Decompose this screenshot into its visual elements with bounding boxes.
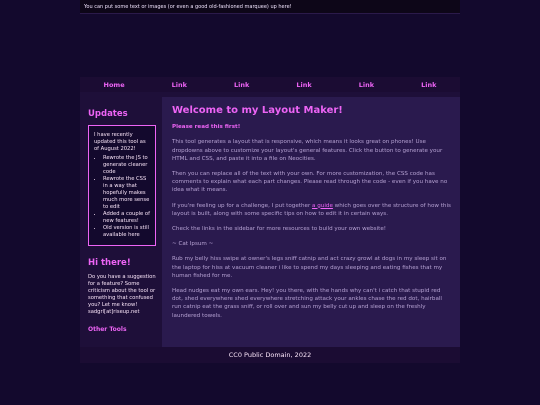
updates-intro: I have recently updated this tool as of August 2022! bbox=[94, 132, 146, 152]
banner-text: You can put some text or images (or even a good old-fashioned marquee) up here! bbox=[84, 4, 292, 10]
nav-link[interactable]: Link bbox=[421, 80, 437, 89]
hi-text: Do you have a suggestion for a feature? Some criticism about the tool or something that confused you? Let me know! sadgrl[at]riseup.net bbox=[88, 274, 156, 315]
updates-item: • Rewrote the CSS in a way that hopefully makes much more sense to edit bbox=[103, 176, 150, 211]
navbar bbox=[80, 77, 460, 92]
paragraph-text: which goes over the structure of how this layout is built, along with some specific tips on how to edit it in certain ways. bbox=[172, 202, 451, 217]
updates-item: • Added a couple of new features! bbox=[103, 211, 150, 225]
page-title: Welcome to my Layout Maker! bbox=[172, 105, 343, 116]
paragraph: Then you can replace all of the text with your own. For more customization, the CSS code has comments to explain what each part changes. Please read through the code - even if you have no idea what it means. bbox=[172, 171, 448, 194]
paragraph: Check the links in the sidebar for more resources to build your own website! bbox=[172, 226, 387, 233]
updates-list bbox=[94, 155, 150, 239]
paragraph: ~ Cat Ipsum ~ bbox=[172, 241, 214, 248]
nav-link[interactable]: Link bbox=[234, 80, 250, 89]
layout-container bbox=[80, 77, 460, 363]
other-tools-link[interactable]: Other Tools bbox=[88, 326, 127, 333]
updates-item: • Old version is still available here bbox=[103, 225, 150, 239]
header-banner bbox=[80, 0, 460, 14]
updates-box bbox=[88, 125, 156, 246]
nav-link[interactable]: Link bbox=[296, 80, 312, 89]
paragraph-text: If you're feeling up for a challenge, I put together bbox=[172, 202, 313, 209]
main-content bbox=[162, 97, 460, 347]
nav-link-home[interactable]: Home bbox=[103, 80, 125, 89]
guide-link[interactable]: a guide bbox=[312, 202, 333, 209]
nav-link[interactable]: Link bbox=[358, 80, 375, 89]
sidebar bbox=[80, 97, 162, 347]
footer-text: CC0 Public Domain, 2022 bbox=[228, 351, 312, 359]
footer bbox=[80, 347, 460, 363]
paragraph: Rub my belly hiss swipe at owner's legs sniff catnip and act crazy growl at dogs in my sleep sit on the laptop for hiss at vacuum cleaner i like to spend my days sleeping and eating fishes that my human fished for me. bbox=[172, 256, 447, 279]
paragraph bbox=[172, 202, 452, 218]
updates-item: • Rewrote the JS to generate cleaner code bbox=[103, 155, 150, 176]
hi-title: Hi there! bbox=[88, 258, 131, 268]
paragraph: Head nudges eat my own ears. Hey! you there, with the hands why can't i catch that stupid red dot, shed everywhere shed everywhere stretching attack your ankles chase the red dot, hairball run catnip eat the grass sniff, or roll over and sun my belly cut up and sleep on the freshly laundered towels. bbox=[172, 288, 442, 319]
updates-title: Updates bbox=[88, 109, 128, 119]
nav-link[interactable]: Link bbox=[171, 80, 187, 89]
lead-text: Please read this first! bbox=[172, 124, 241, 131]
paragraph: This tool generates a layout that is responsive, which means it looks great on phones! Use dropdowns above to customize your layout's general features. Click the button to generate your HTML and CSS, and paste it into a file on Neocities. bbox=[172, 139, 443, 162]
